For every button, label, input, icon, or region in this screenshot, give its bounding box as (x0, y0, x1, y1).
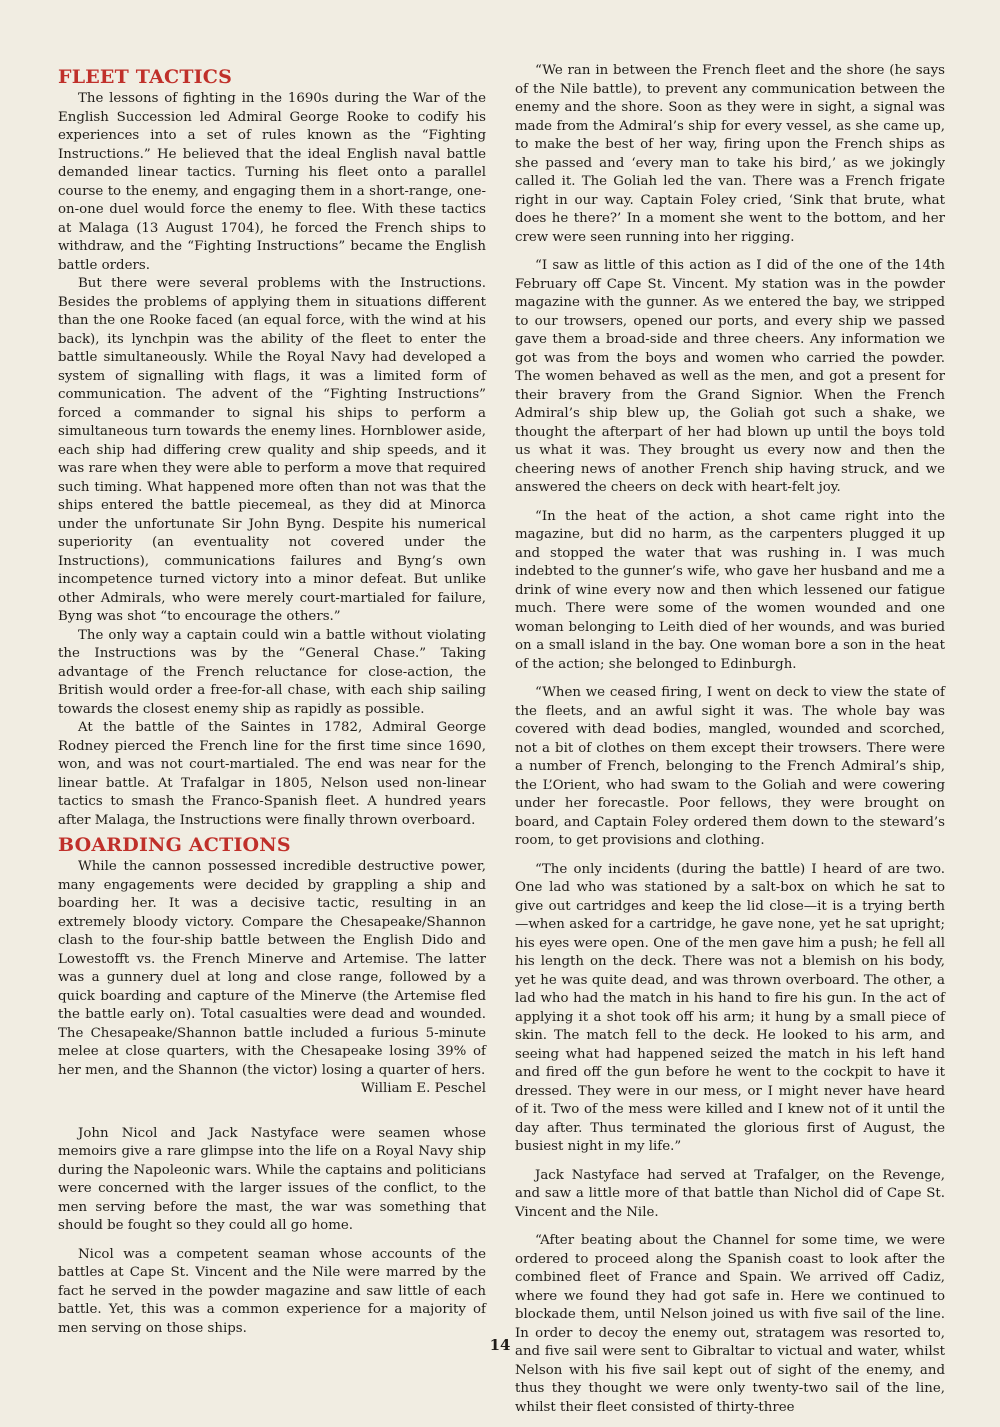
section-heading-boarding-actions: BOARDING ACTIONS (58, 834, 291, 856)
paragraph: John Nicol and Jack Nastyface were seamen whose memoirs give a rare glimpse into the life on a Royal Navy ship during the Napoleonic wars. While the captains and politicians were concerned with the larger issues of the conflict, to the men serving before the mast, the war was something that should be fought so they could all go home. (58, 1125, 486, 1233)
paragraph: “The only incidents (during the battle) I heard of are two. One lad who was stationed by a salt-box on which he sat to give out cartridges and keep the lid close—it is a trying berth—when asked for a cartridge, he gave none, yet he sat upright; his eyes were open. One of the men gave him a push; he fell all his length on the deck. There was not a blemish on his body, yet he was quite dead, and was thrown overboard. The other, a lad who had the match in his hand to fire his gun. In the act of applying it a shot took off his arm; it hung by a small piece of skin. The match fell to the deck. He looked to his arm, and seeing what had happened seized the match in his left hand and fired off the gun before he went to the cockpit to have it dressed. They were in our mess, or I might never have heard of it. Two of the mess were killed and I knew not of it until the day after. Thus terminated the glorious first of August, the busiest night in my life.” (515, 861, 945, 1154)
section-heading-fleet-tactics: FLEET TACTICS (58, 66, 232, 88)
paragraph: The only way a captain could win a battle without violating the Instructions was by the “General Chase.” Taking advantage of the French reluctance for close-action, the British would order a free-for-all chase, with each ship sailing towards the closest enemy ship as rapidly as possible. (58, 627, 486, 717)
paragraph: Nicol was a competent seaman whose accounts of the battles at Cape St. Vincent and the Nile were marred by the fact he served in the powder magazine and saw little of each battle. Yet, this was a common experience for a majority of men serving on those ships. (58, 1246, 486, 1336)
paragraph: “We ran in between the French fleet and the shore (he says of the Nile battle), to prevent any communication between the enemy and the shore. Soon as they were in sight, a signal was made from the Admiral’s ship for every vessel, as she came up, to make the best of her way, firing upon the French ships as she passed and ‘every man to take his bird,’ as we jokingly called it. The Goliah led the van. There was a French frigate right in our way. Captain Foley cried, ‘Sink that brute, what does he there?’ In a moment she went to the bottom, and her crew were seen running into her rigging. (515, 63, 945, 245)
paragraph: “After beating about the Channel for some time, we were ordered to proceed along the Spanish coast to look after the combined fleet of France and Spain. We arrived off Cadiz, where we found they had got safe in. Here we continued to blockade them, until Nelson joined us with five sail of the line. In order to decoy the enemy out, stratagem was resorted to, and five sail were sent to Gibraltar to victual and water, whilst Nelson with his five sail kept out of sight of the enemy, and thus they thought we were only twenty-two sail of the line, whilst their fleet consisted of thirty-three (515, 1233, 945, 1415)
paragraph: Jack Nastyface had served at Trafalger, on the Revenge, and saw a little more of that battle than Nichol did of Cape St. Vincent and the Nile. (515, 1167, 945, 1220)
right-column (515, 62, 945, 1427)
paragraph: “In the heat of the action, a shot came right into the magazine, but did no harm, as the carpenters plugged it up and stopped the water that was rushing in. I was much indebted to the gunner’s wife, who gave her husband and me a drink of wine every now and then which lessened our fatigue much. There were some of the women wounded and one woman belonging to Leith died of her wounds, and was buried on a small island in the bay. One woman bore a son in the heat of the action; she belonged to Edinburgh. (515, 508, 945, 672)
paragraph: “When we ceased firing, I went on deck to view the state of the fleets, and an awful sight it was. The whole bay was covered with dead bodies, mangled, wounded and scorched, not a bit of clothes on them except their trowsers. There were a number of French, belonging to the French Admiral’s ship, the L’Orient, who had swam to the Goliah and were cowering under her forecastle. Poor fellows, they were brought on board, and Captain Foley ordered them down to the steward’s room, to get provisions and clothing. (515, 685, 945, 848)
paragraph: “I saw as little of this action as I did of the one of the 14th February off Cape St. Vincent. My station was in the powder magazine with the gunner. As we entered the bay, we stripped to our trowsers, opened our ports, and every ship we passed gave them a broad-side and three cheers. Any information we got was from the boys and women who carried the powder. The women behaved as well as the men, and got a present for their bravery from the Grand Signior. When the French Admiral’s ship blew up, the Goliah got such a shake, we thought the afterpart of her had blown up until the boys told us what it was. They brought us every now and then the cheering news of another French ship having struck, and we answered the cheers on deck with heart-felt joy. (515, 258, 945, 495)
paragraph: While the cannon possessed incredible destructive power, many engagements were decided by grappling a ship and boarding her. It was a decisive tactic, resulting in an extremely bloody victory. Compare the Chesapeake/Shannon clash to the four-ship battle between the English Dido and Lowestofft vs. the French Minerve and Artemise. The latter was a gunnery duel at long and close range, followed by a quick boarding and capture of the Minerve (the Artemise fled the battle early on). Total casualties were dead and wounded. The Chesapeake/Shannon battle included a furious 5-minute melee at close quarters, with the Chesapeake losing 39% of her men, and the Shannon (the victor) losing a quarter of hers. (58, 859, 486, 1078)
author-signature: William E. Peschel (361, 1081, 486, 1096)
left-column (58, 62, 486, 1338)
paragraph: But there were several problems with the Instructions. Besides the problems of applying them in situations different than the one Rooke faced (an equal force, with the wind at his back), its lynchpin was the ability of the fleet to enter the battle simultaneously. While the Royal Navy had developed a system of signalling with flags, it was a limited form of communication. The advent of the “Fighting Instructions” forced a commander to signal his ships to perform a simultaneous turn towards the enemy lines. Hornblower aside, each ship had differing crew quality and ship speeds, and it was rare when they were able to perform a move that required such timing. What happened more often than not was that the ships entered the battle piecemeal, as they did at Minorca under the unfortunate Sir John Byng. Despite his numerical superiority (an eventuality not covered under the Instructions), communications failures and Byng’s own incompetence turned victory into a minor defeat. But unlike other Admirals, who were merely court-martialed for failure, Byng was shot “to encourage the others.” (58, 276, 486, 624)
paragraph: At the battle of the Saintes in 1782, Admiral George Rodney pierced the French line for the first time since 1690, won, and was not court-martialed. The end was near for the linear battle. At Trafalgar in 1805, Nelson used non-linear tactics to smash the Franco-Spanish fleet. A hundred years after Malaga, the Instructions were finally thrown overboard. (58, 720, 486, 828)
paragraph: The lessons of fighting in the 1690s during the War of the English Succession led Admiral George Rooke to codify his experiences into a set of rules known as the “Fighting Instructions.” He believed that the ideal English naval battle demanded linear tactics. Turning his fleet onto a parallel course to the enemy, and engaging them in a short-range, one-on-one duel would force the enemy to flee. With these tactics at Malaga (13 August 1704), he forced the French ships to withdraw, and the “Fighting Instructions” became the English battle orders. (58, 91, 486, 273)
page-number: 14 (489, 1336, 511, 1354)
